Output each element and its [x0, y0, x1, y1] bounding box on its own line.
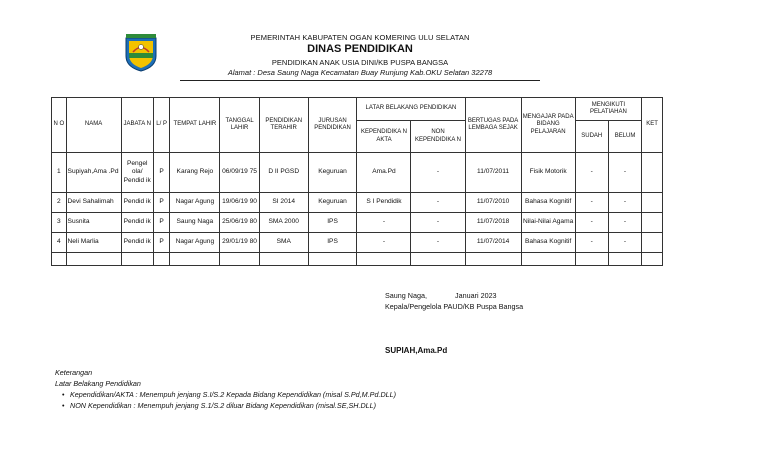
cell-no: 3 [52, 213, 67, 233]
header-latar: LATAR BELAKANG PENDIDIKAN [357, 98, 465, 121]
cell-sudah: - [575, 193, 608, 213]
header-kependidikan: KEPENDIDIKA N AKTA [357, 121, 411, 153]
cell-ket [642, 153, 663, 193]
table-row [52, 193, 663, 213]
cell-no: 1 [52, 153, 67, 193]
cell-tempat: Karang Rejo [170, 153, 220, 193]
cell-tempat: Saung Naga [170, 213, 220, 233]
cell-pendidikan: SI 2014 [259, 193, 308, 213]
header-department: DINAS PENDIDIKAN [307, 43, 413, 55]
header-mengikuti: MENGIKUTI PELATIAHAN [575, 98, 642, 121]
header-lp: L/ P [153, 98, 170, 153]
cell-jabatan: Pendid ik [121, 193, 153, 213]
cell-akta: - [357, 213, 411, 233]
header-address: Alamat : Desa Saung Naga Kecamatan Buay Runjung Kab.OKU Selatan 32278 [227, 68, 493, 77]
cell-lp: P [153, 233, 170, 253]
cell-belum: - [608, 233, 641, 253]
cell-lp: P [153, 153, 170, 193]
cell-nama: Susnita [66, 213, 121, 233]
cell-mengajar: Bahasa Kognitif [521, 193, 575, 213]
cell-tanggal: 29/01/19 80 [220, 233, 259, 253]
cell-nama: Supiyah,Ama .Pd [66, 153, 121, 193]
cell-sejak: 11/07/2010 [465, 193, 521, 213]
cell-ket [642, 213, 663, 233]
cell-sejak: 11/07/2011 [465, 153, 521, 193]
cell-mengajar: Fisik Motorik [521, 153, 575, 193]
notes-item-non-kependidikan: • NON Kependidikan : Menempuh jenjang S.1/S.2 diluar Bidang Kependidikan (misal.SE,SH.DLL) [70, 401, 376, 410]
header-jurusan: JURUSAN PENDIDIKAN [308, 98, 357, 153]
header-no: N O [52, 98, 67, 153]
cell-nama: Devi Sahalimah [66, 193, 121, 213]
cell-lp: P [153, 193, 170, 213]
notes-title: Keterangan [55, 368, 93, 377]
signature-role: Kepala/Pengelola PAUD/KB Puspa Bangsa [385, 302, 524, 311]
cell-non: - [411, 233, 465, 253]
signature-date: Januari 2023 [455, 291, 497, 300]
signature-place: Saung Naga, [385, 291, 427, 300]
notes-subtitle: Latar Belakang Pendidikan [55, 379, 141, 388]
cell-tempat: Nagar Agung [170, 193, 220, 213]
cell-jabatan: Pendid ik [121, 233, 153, 253]
table-row [52, 233, 663, 253]
cell-belum: - [608, 193, 641, 213]
header-bertugas: BERTUGAS PADA LEMBAGA SEJAK [465, 98, 521, 153]
cell-tanggal: 25/06/19 80 [220, 213, 259, 233]
cell-jurusan: IPS [308, 233, 357, 253]
cell-ket [642, 193, 663, 213]
cell-sejak: 11/07/2018 [465, 213, 521, 233]
cell-jabatan: Pendid ik [121, 213, 153, 233]
cell-pendidikan: SMA 2000 [259, 213, 308, 233]
cell-pendidikan: SMA [259, 233, 308, 253]
cell-mengajar: Bahasa Kognitif [521, 233, 575, 253]
cell-akta: - [357, 233, 411, 253]
header-divider [180, 80, 540, 81]
header-tanggal: TANGGAL LAHIR [220, 98, 259, 153]
cell-jabatan: Pengel ola/ Pendid ik [121, 153, 153, 193]
header-institution: PENDIDIKAN ANAK USIA DINI/KB PUSPA BANGSA [271, 58, 449, 67]
cell-tanggal: 06/09/19 75 [220, 153, 259, 193]
header-tempat: TEMPAT LAHIR [170, 98, 220, 153]
cell-sudah: - [575, 213, 608, 233]
header-jabatan: JABATA N [121, 98, 153, 153]
table-row [52, 213, 663, 233]
cell-jurusan: Keguruan [308, 153, 357, 193]
header-mengajar: MENGAJAR PADA BIDANG PELAJARAN [521, 98, 575, 153]
cell-jurusan: Keguruan [308, 193, 357, 213]
cell-akta: S I Pendidik [357, 193, 411, 213]
cell-no: 2 [52, 193, 67, 213]
header-nama: NAMA [66, 98, 121, 153]
cell-nama: Neli Marlia [66, 233, 121, 253]
cell-sejak: 11/07/2014 [465, 233, 521, 253]
cell-non: - [411, 213, 465, 233]
cell-no: 4 [52, 233, 67, 253]
header-pendidikan: PENDIDIKAN TERAHIR [259, 98, 308, 153]
notes-item-kependidikan: • Kependidikan/AKTA : Menempuh jenjang S.I/S.2 Kepada Bidang Kependidikan (misal S.Pd,M.Pd.DLL) [70, 390, 396, 399]
cell-jurusan: IPS [308, 213, 357, 233]
cell-non: - [411, 153, 465, 193]
cell-pendidikan: D II PGSD [259, 153, 308, 193]
table-row [52, 153, 663, 193]
header-government: PEMERINTAH KABUPATEN OGAN KOMERING ULU SELATAN [250, 33, 470, 42]
header-belum: BELUM [608, 121, 641, 153]
table-row-empty [52, 253, 663, 266]
cell-belum: - [608, 213, 641, 233]
header-ket: KET [642, 98, 663, 153]
cell-sudah: - [575, 233, 608, 253]
cell-sudah: - [575, 153, 608, 193]
cell-lp: P [153, 213, 170, 233]
cell-tanggal: 19/06/19 90 [220, 193, 259, 213]
cell-tempat: Nagar Agung [170, 233, 220, 253]
cell-akta: Ama.Pd [357, 153, 411, 193]
regency-emblem-icon [124, 34, 158, 72]
staff-table [51, 97, 663, 266]
cell-mengajar: Nilai-Nilai Agama [521, 213, 575, 233]
cell-belum: - [608, 153, 641, 193]
cell-non: - [411, 193, 465, 213]
signature-name: SUPIAH,Ama.Pd [385, 346, 448, 355]
header-non-kependidikan: NON KEPENDIDIKA N [411, 121, 465, 153]
cell-ket [642, 233, 663, 253]
header-sudah: SUDAH [575, 121, 608, 153]
